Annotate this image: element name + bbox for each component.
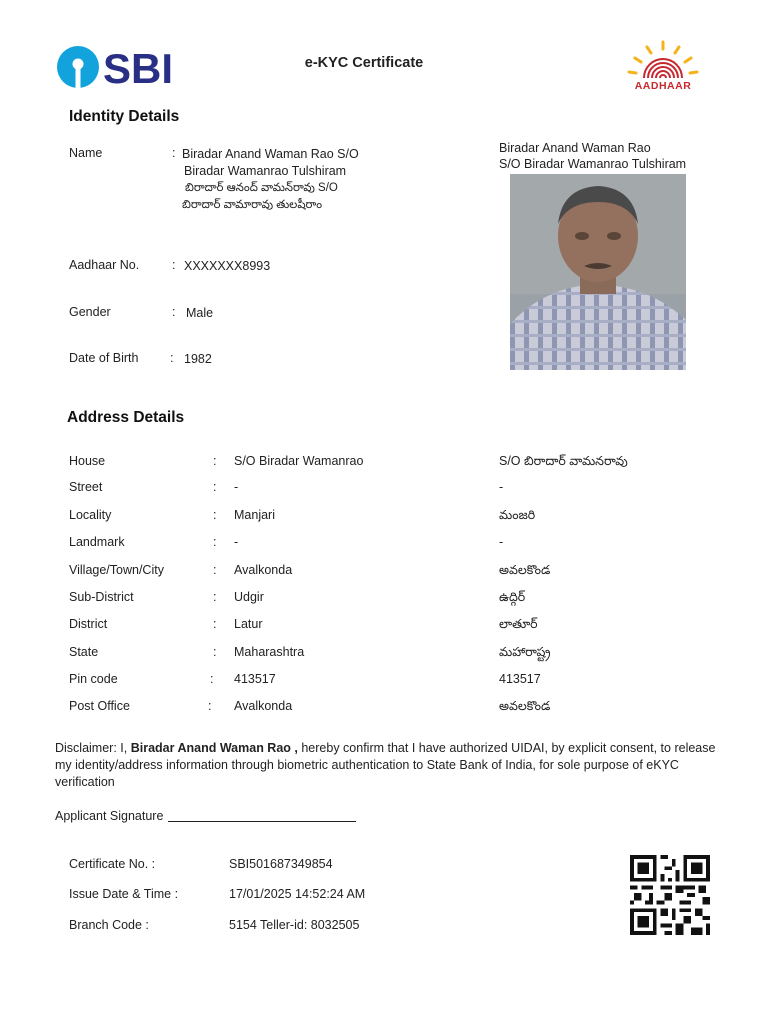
disclaimer-prefix: Disclaimer: I,	[55, 741, 131, 755]
address-local-value: ఉద్గిర్	[499, 590, 526, 604]
address-label: Street	[69, 480, 103, 494]
branch-code-value: 5154 Teller-id: 8032505	[229, 918, 360, 932]
address-value: Latur	[234, 617, 263, 631]
name-local-line-2: బిరాదార్ వామారావు తులషీరాం	[182, 199, 323, 211]
colon: :	[213, 508, 217, 522]
dob-value: 1982	[184, 352, 212, 366]
sbi-logo	[56, 44, 182, 90]
address-label: District	[69, 617, 108, 631]
colon: :	[213, 535, 217, 549]
gender-value: Male	[186, 306, 214, 320]
colon: :	[208, 699, 212, 713]
colon: :	[213, 645, 217, 659]
signature-label: Applicant Signature	[55, 809, 164, 823]
disclaimer-name: Biradar Anand Waman Rao ,	[130, 741, 298, 755]
address-local-value: 413517	[499, 672, 541, 686]
issue-date-value: 17/01/2025 14:52:24 AM	[229, 887, 366, 901]
photo-caption-line-2: S/O Biradar Wamanrao Tulshiram	[499, 156, 687, 171]
colon: :	[213, 617, 217, 631]
name-line-2: Biradar Wamanrao Tulshiram	[184, 164, 347, 178]
address-local-value: -	[499, 480, 504, 494]
address-row-locality	[0, 508, 768, 528]
address-value: -	[234, 480, 239, 494]
colon: :	[213, 480, 217, 494]
address-row-village	[0, 563, 768, 583]
certificate-no-label: Certificate No. :	[69, 857, 156, 871]
colon: :	[213, 563, 217, 577]
colon: :	[172, 258, 176, 272]
address-section-title: Address Details	[67, 409, 185, 426]
dob-label: Date of Birth	[69, 351, 139, 365]
address-value: Avalkonda	[234, 699, 293, 713]
address-local-value: మహారాష్ట్ర	[499, 645, 551, 659]
colon: :	[172, 305, 176, 319]
page-title: e-KYC Certificate	[304, 55, 424, 71]
name-local-line-1: బిరాదార్ ఆనంద్ వామన్‌రావు S/O	[185, 182, 338, 194]
address-local-value: S/O బిరాదార్ వామనరావు	[499, 454, 628, 468]
address-local-value: అవలకొండ	[499, 563, 551, 577]
address-label: Village/Town/City	[69, 563, 164, 577]
address-row-sub-district	[0, 590, 768, 610]
disclaimer-text: hereby confirm that I have authorized UIDAI, by explicit consent, to release my identity/address information through biometric authentication to State Bank of India, for sole purpose of eKYC verification	[55, 741, 716, 789]
address-label: State	[69, 645, 99, 659]
aadhaar-value: XXXXXXX8993	[184, 259, 271, 273]
address-local-value: అవలకొండ	[499, 699, 551, 713]
address-value: -	[234, 535, 239, 549]
colon: :	[172, 146, 176, 160]
address-value: Udgir	[234, 590, 264, 604]
address-label: Post Office	[69, 699, 130, 713]
colon: :	[210, 672, 214, 686]
name-label: Name	[69, 146, 103, 160]
address-label: House	[69, 454, 106, 468]
identity-section-title: Identity Details	[69, 108, 180, 125]
sbi-logo-text: SBI	[103, 45, 174, 90]
address-label: Landmark	[69, 535, 125, 549]
address-value: S/O Biradar Wamanrao	[234, 454, 364, 468]
name-value	[182, 146, 359, 214]
qr-code	[628, 855, 712, 935]
address-label: Pin code	[69, 672, 118, 686]
address-value: Maharashtra	[234, 645, 305, 659]
aadhaar-label: Aadhaar No.	[69, 258, 140, 272]
applicant-signature	[55, 809, 356, 823]
name-line-1: Biradar Anand Waman Rao S/O	[182, 147, 359, 161]
certificate-no-value: SBI501687349854	[229, 857, 333, 871]
address-value: Manjari	[234, 508, 275, 522]
address-value: 413517	[234, 672, 276, 686]
address-row-state	[0, 645, 768, 665]
address-row-house	[0, 454, 768, 474]
address-row-post-office	[0, 699, 768, 719]
address-row-street	[0, 480, 768, 500]
branch-code-label: Branch Code :	[69, 918, 149, 932]
address-label: Locality	[69, 508, 112, 522]
colon: :	[213, 590, 217, 604]
address-local-value: -	[499, 535, 504, 549]
disclaimer	[55, 740, 731, 791]
address-local-value: లాతూర్	[499, 617, 538, 631]
signature-line[interactable]	[168, 821, 356, 822]
colon: :	[170, 351, 174, 365]
gender-label: Gender	[69, 305, 111, 319]
address-value: Avalkonda	[234, 563, 293, 577]
issue-date-label: Issue Date & Time :	[69, 887, 179, 901]
address-label: Sub-District	[69, 590, 134, 604]
address-row-landmark	[0, 535, 768, 555]
photo-caption	[499, 141, 686, 172]
address-row-district	[0, 617, 768, 637]
applicant-photo	[510, 174, 686, 370]
photo-caption-line-1: Biradar Anand Waman Rao	[499, 141, 651, 155]
address-local-value: మంజరి	[499, 508, 536, 522]
address-row-pin-code	[0, 672, 768, 692]
colon: :	[213, 454, 217, 468]
aadhaar-logo-text: AADHAAR	[634, 80, 692, 92]
